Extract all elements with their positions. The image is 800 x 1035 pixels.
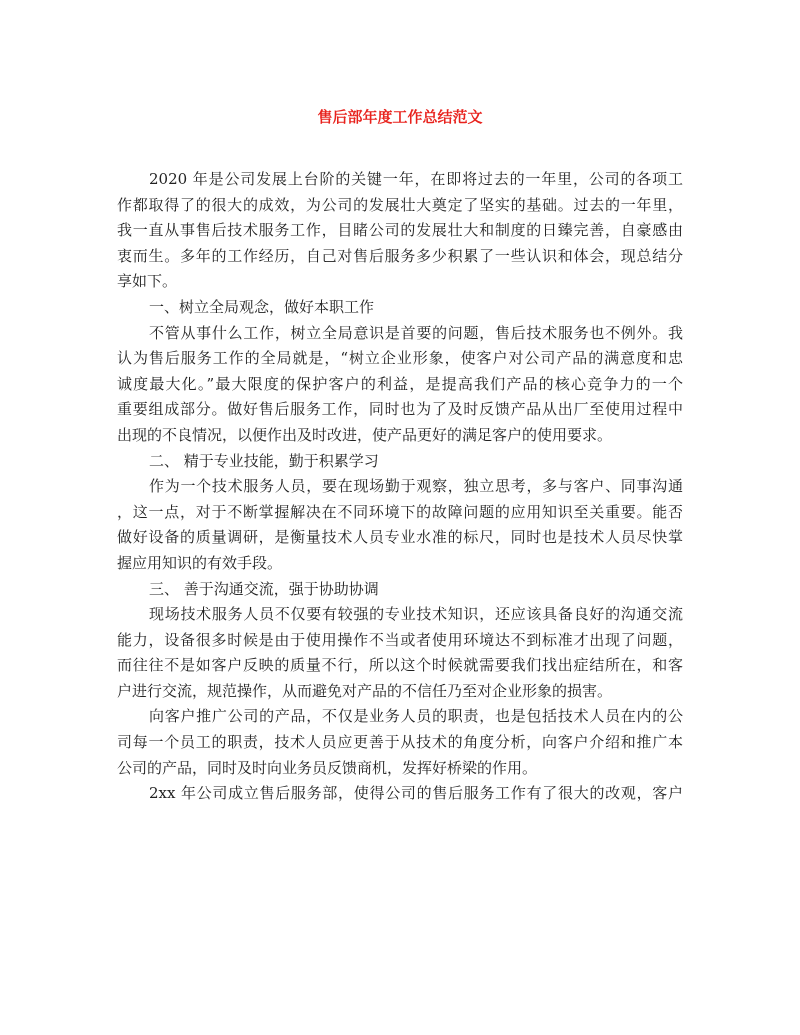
- text-line: 而往往不是如客户反映的质量不行，所以这个时候就需要我们找出症结所在，和客: [117, 656, 683, 675]
- text-line: 户进行交流，规范操作，从而避免对产品的不信任乃至对企业形象的损害。: [117, 681, 613, 700]
- text-line: 现场技术服务人员不仅要有较强的专业技术知识，还应该具备良好的沟通交流: [149, 605, 683, 624]
- text-line: 认为售后服务工作的全局就是，“树立企业形象，使客户对公司产品的满意度和忠: [117, 349, 683, 368]
- text-line: 出现的不良情况，以便作出及时改进，使产品更好的满足客户的使用要求。: [117, 425, 613, 444]
- text-line: 握应用知识的有效手段。: [117, 553, 283, 572]
- text-line: 我一直从事售后技术服务工作，目睹公司的发展壮大和制度的日臻完善，自豪感由: [117, 221, 683, 240]
- text-line: 2xx 年公司成立售后服务部，使得公司的售后服务工作有了很大的改观，客户: [149, 784, 683, 803]
- text-line: ，这一点，对于不断掌握解决在不同环境下的故障问题的应用知识至关重要。能否: [117, 502, 683, 521]
- text-line: 作都取得了的很大的成效，为公司的发展壮大奠定了坚实的基础。过去的一年里，: [117, 195, 683, 214]
- text-line: 享如下。: [117, 272, 178, 291]
- text-line: 做好设备的质量调研，是衡量技术人员专业水准的标尺，同时也是技术人员尽快掌: [117, 528, 683, 547]
- document-title: 售后部年度工作总结范文: [317, 108, 483, 126]
- text-line: 二、 精于专业技能，勤于积累学习: [149, 451, 379, 470]
- text-line: 2020 年是公司发展上台阶的关键一年，在即将过去的一年里，公司的各项工: [149, 170, 683, 188]
- text-line: 一、树立全局观念，做好本职工作: [149, 297, 375, 316]
- document-body: [117, 167, 683, 807]
- text-line: 作为一个技术服务人员，要在现场勤于观察，独立思考，多与客户、同事沟通: [149, 477, 683, 496]
- text-line: 重要组成部分。做好售后服务工作，同时也为了及时反馈产品从出厂至使用过程中: [117, 400, 683, 419]
- text-line: 公司的产品，同时及时向业务员反馈商机，发挥好桥梁的作用。: [117, 758, 538, 777]
- text-line: 衷而生。多年的工作经历，自己对售后服务多少积累了一些认识和体会，现总结分: [117, 246, 683, 265]
- text-line: 不管从事什么工作，树立全局意识是首要的问题，售后技术服务也不例外。我: [149, 323, 683, 342]
- text-line: 三、 善于沟通交流，强于协助协调: [149, 579, 379, 598]
- text-line: 能力，设备很多时候是由于使用操作不当或者使用环境达不到标准才出现了问题，: [117, 630, 683, 649]
- text-line: 司每一个员工的职责，技术人员应更善于从技术的角度分析，向客户介绍和推广本: [117, 733, 683, 752]
- text-line: 向客户推广公司的产品，不仅是业务人员的职责，也是包括技术人员在内的公: [149, 707, 683, 726]
- text-line: 诚度最大化。”最大限度的保护客户的利益，是提高我们产品的核心竞争力的一个: [117, 374, 683, 393]
